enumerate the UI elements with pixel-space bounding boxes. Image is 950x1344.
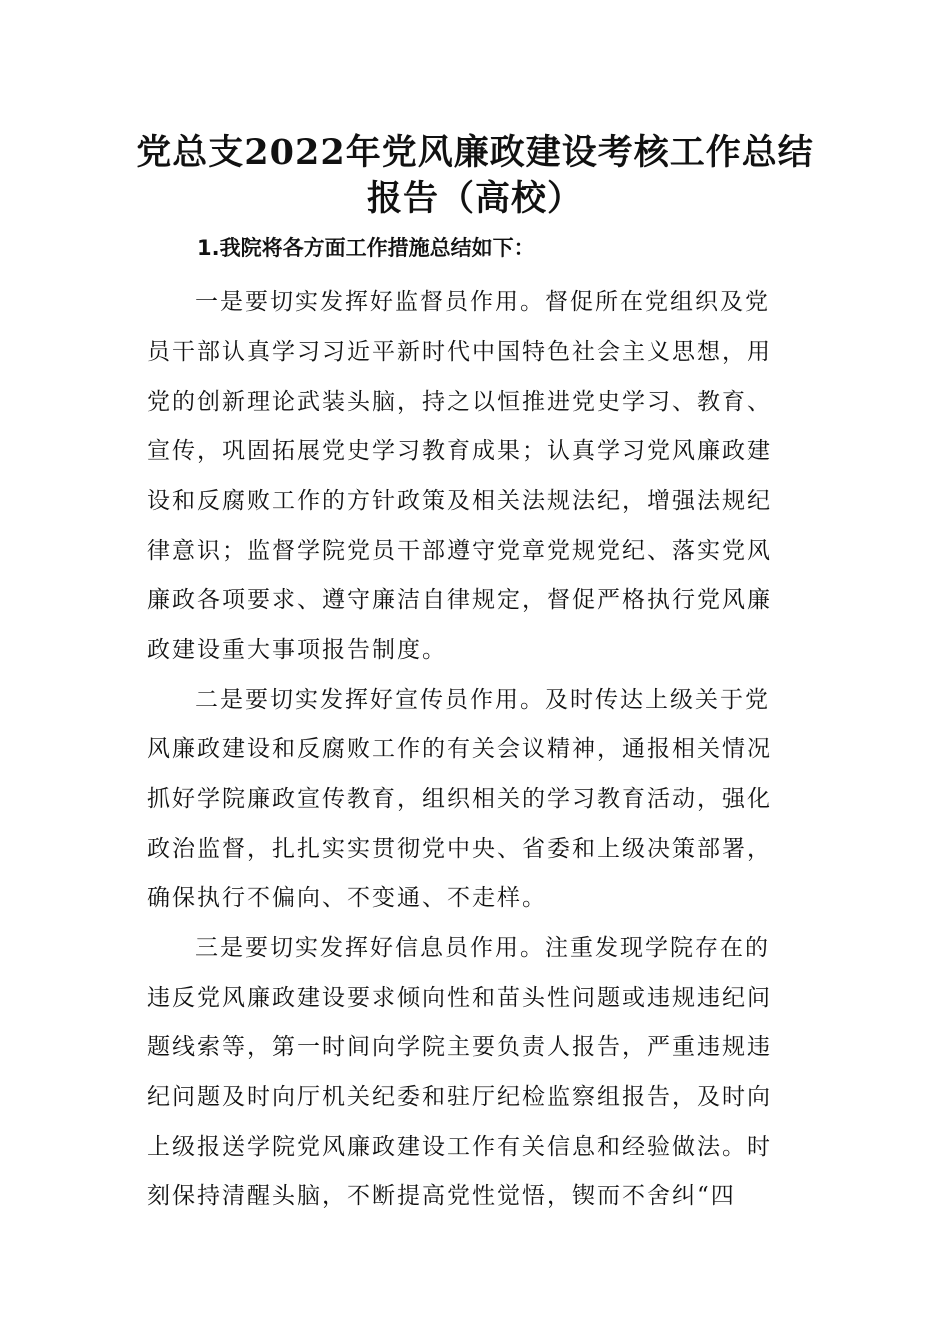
paragraph-3-line: 三是要切实发挥好信息员作用。注重发现学院存在的 <box>195 935 770 961</box>
paragraph-1-line: 廉政各项要求、遵守廉洁自律规定，督促严格执行党风廉 <box>147 587 772 613</box>
paragraph-2-line: 政治监督，扎扎实实贯彻党中央、省委和上级决策部署， <box>147 836 772 862</box>
paragraph-3-line: 纪问题及时向厅机关纪委和驻厅纪检监察组报告，及时向 <box>147 1084 772 1110</box>
paragraph-2-line: 抓好学院廉政宣传教育，组织相关的学习教育活动，强化 <box>147 786 772 812</box>
paragraph-1-line: 律意识；监督学院党员干部遵守党章党规党纪、落实党风 <box>147 538 772 564</box>
paragraph-3-line: 上级报送学院党风廉政建设工作有关信息和经验做法。时 <box>147 1134 772 1160</box>
paragraph-1-line: 党的创新理论武装头脑，持之以恒推进党史学习、教育、 <box>147 389 772 415</box>
section-subheading: 1.我院将各方面工作措施总结如下： <box>197 236 535 260</box>
paragraph-3-line: 违反党风廉政建设要求倾向性和苗头性问题或违规违纪问 <box>147 985 772 1011</box>
paragraph-2-line: 确保执行不偏向、不变通、不走样。 <box>147 885 547 911</box>
document-title-line-2: 报告（高校） <box>366 178 583 219</box>
paragraph-3-line: 刻保持清醒头脑，不断提高党性觉悟，锲而不舍纠“四 <box>147 1183 736 1209</box>
paragraph-1-line: 政建设重大事项报告制度。 <box>147 637 447 663</box>
paragraph-1-line: 员干部认真学习习近平新时代中国特色社会主义思想，用 <box>147 339 772 365</box>
paragraph-2-line: 二是要切实发挥好宣传员作用。及时传达上级关于党 <box>195 687 770 713</box>
paragraph-3-line: 题线索等，第一时间向学院主要负责人报告，严重违规违 <box>147 1034 772 1060</box>
paragraph-1-line: 宣传，巩固拓展党史学习教育成果；认真学习党风廉政建 <box>147 438 772 464</box>
paragraph-2-line: 风廉政建设和反腐败工作的有关会议精神，通报相关情况 <box>147 736 772 762</box>
paragraph-1-line: 一是要切实发挥好监督员作用。督促所在党组织及党 <box>195 289 770 315</box>
paragraph-1-line: 设和反腐败工作的方针政策及相关法规法纪，增强法规纪 <box>147 488 772 514</box>
document-title-line-1: 党总支2022年党风廉政建设考核工作总结 <box>136 132 814 173</box>
